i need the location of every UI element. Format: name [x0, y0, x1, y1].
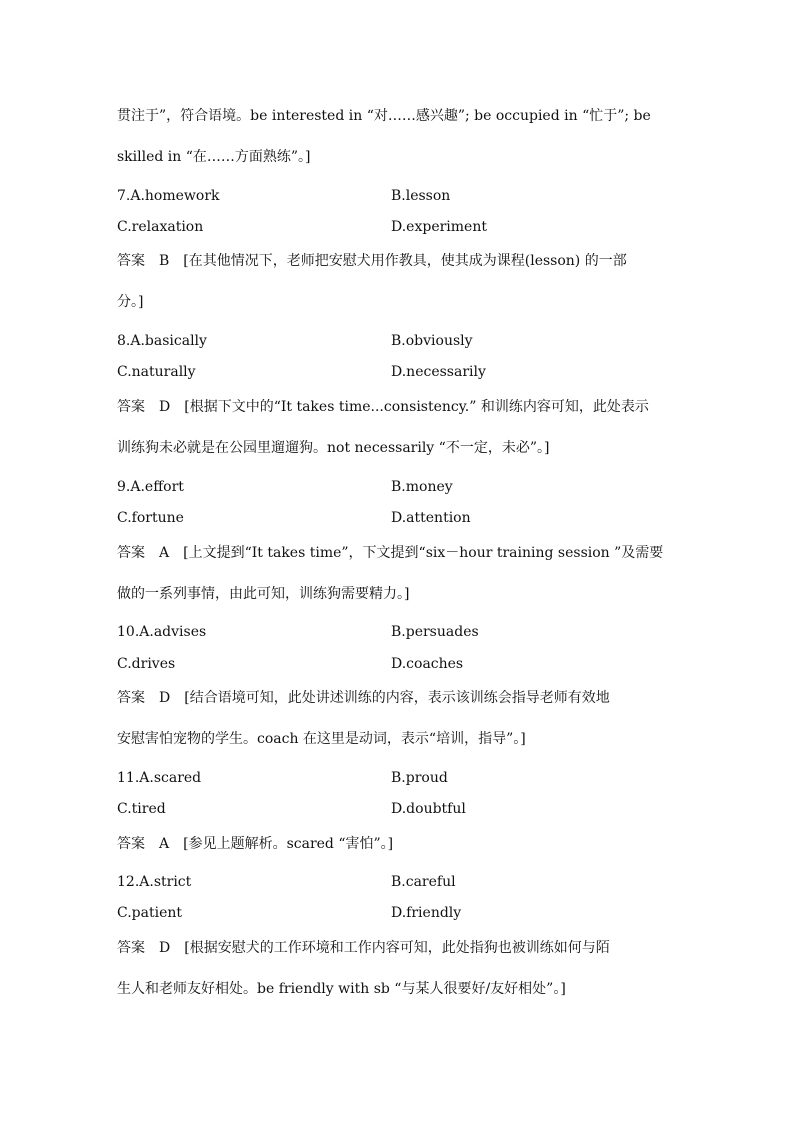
- q10-option-c: C.drives: [117, 656, 176, 672]
- q12-option-b: B.careful: [391, 874, 456, 890]
- q7-answer: [117, 251, 677, 271]
- answer-label: 答案: [117, 399, 145, 415]
- answer-letter: A: [159, 545, 170, 561]
- answer-label: 答案: [117, 940, 145, 956]
- answer-letter: D: [159, 690, 171, 706]
- answer-label: 答案: [117, 253, 145, 269]
- q7-explanation-cont: 分。]: [117, 294, 144, 310]
- explanation-line-1: [上文提到“It takes time”，下文提到“six－hour training session ”及需要: [183, 545, 664, 561]
- q8-explanation-cont: 训练狗未必就是在公园里遛遛狗。not necessarily “不一定，未必”。]: [117, 440, 550, 456]
- q7-option-b: B.lesson: [391, 188, 451, 204]
- q8-option-b: B.obviously: [391, 333, 473, 349]
- answer-letter: D: [159, 940, 171, 956]
- q8-option-d: D.necessarily: [391, 364, 486, 380]
- q7-option-a: 7.A.homework: [117, 188, 220, 204]
- q9-option-d: D.attention: [391, 510, 471, 526]
- intro-line-2: skilled in “在……方面熟练”。]: [117, 149, 311, 165]
- intro-line-1: 贯注于”，符合语境。be interested in “对……感兴趣”; be occupied in “忙于”; be: [117, 108, 651, 124]
- q7-option-d: D.experiment: [391, 219, 487, 235]
- q9-explanation-cont: 做的一系列事情，由此可知，训练狗需要精力。]: [117, 586, 410, 602]
- q7-option-c: C.relaxation: [117, 219, 204, 235]
- q12-option-d: D.friendly: [391, 905, 462, 921]
- q9-option-a: 9.A.effort: [117, 479, 184, 495]
- answer-label: 答案: [117, 545, 145, 561]
- q8-answer: [117, 397, 677, 417]
- q11-option-d: D.doubtful: [391, 801, 466, 817]
- explanation-line-1: [参见上题解析。scared “害怕”。]: [183, 836, 394, 852]
- answer-letter: D: [159, 399, 171, 415]
- explanation-line-1: [根据下文中的“It takes time...consistency.” 和训练内容可知，此处表示: [184, 399, 649, 415]
- q9-answer: [117, 543, 677, 563]
- q10-explanation-cont: 安慰害怕宠物的学生。coach 在这里是动词，表示“培训，指导”。]: [117, 731, 526, 747]
- q11-option-a: 11.A.scared: [117, 770, 202, 786]
- explanation-line-1: [结合语境可知，此处讲述训练的内容，表示该训练会指导老师有效地: [184, 690, 610, 706]
- answer-letter: B: [159, 253, 170, 269]
- q12-option-c: C.patient: [117, 905, 183, 921]
- answer-label: 答案: [117, 690, 145, 706]
- q8-option-c: C.naturally: [117, 364, 196, 380]
- explanation-line-1: [在其他情况下，老师把安慰犬用作教具，使其成为课程(lesson) 的一部: [183, 253, 627, 269]
- q11-answer: [117, 834, 677, 854]
- q9-option-c: C.fortune: [117, 510, 184, 526]
- explanation-line-1: [根据安慰犬的工作环境和工作内容可知，此处指狗也被训练如何与陌: [184, 940, 610, 956]
- q11-option-c: C.tired: [117, 801, 166, 817]
- q10-option-b: B.persuades: [391, 624, 479, 640]
- q10-answer: [117, 688, 677, 708]
- q11-option-b: B.proud: [391, 770, 448, 786]
- q10-option-a: 10.A.advises: [117, 624, 207, 640]
- q8-option-a: 8.A.basically: [117, 333, 207, 349]
- answer-letter: A: [159, 836, 170, 852]
- q10-option-d: D.coaches: [391, 656, 464, 672]
- q12-explanation-cont: 生人和老师友好相处。be friendly with sb “与某人很要好/友好相处”。]: [117, 981, 566, 997]
- q12-answer: [117, 938, 677, 958]
- q9-option-b: B.money: [391, 479, 453, 495]
- q12-option-a: 12.A.strict: [117, 874, 192, 890]
- answer-label: 答案: [117, 836, 145, 852]
